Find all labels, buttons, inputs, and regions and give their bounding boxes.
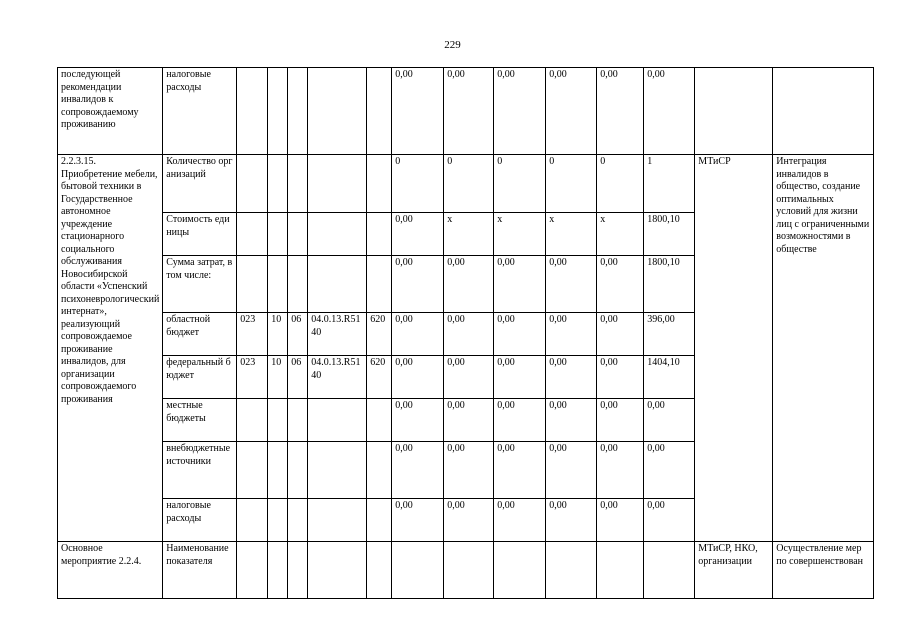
vr-cell: 620 xyxy=(367,356,392,399)
pr-cell xyxy=(288,399,308,442)
indicator-cell: Стоимость единицы xyxy=(163,213,237,256)
rz-cell xyxy=(268,399,288,442)
pr-cell xyxy=(288,213,308,256)
value-cell: 0,00 xyxy=(546,256,597,313)
budget-table xyxy=(57,67,874,599)
value-cell: 0,00 xyxy=(597,313,644,356)
csr-cell xyxy=(308,442,367,499)
grbs-cell xyxy=(237,399,268,442)
grbs-cell xyxy=(237,499,268,542)
grbs-cell xyxy=(237,442,268,499)
value-cell: 0,00 xyxy=(494,313,546,356)
indicator-cell: Наименование показателя xyxy=(163,542,237,599)
value-cell: 0,00 xyxy=(392,213,444,256)
value-cell: 0,00 xyxy=(546,442,597,499)
value-cell: 0,00 xyxy=(494,399,546,442)
value-cell: 0,00 xyxy=(546,499,597,542)
indicator-cell: налоговые расходы xyxy=(163,68,237,155)
grbs-cell xyxy=(237,256,268,313)
value-cell: 1404,10 xyxy=(644,356,695,399)
executor-cell: МТиСР xyxy=(695,155,773,542)
indicator-cell: местные бюджеты xyxy=(163,399,237,442)
value-cell: 0,00 xyxy=(546,399,597,442)
value-cell: 0,00 xyxy=(597,499,644,542)
value-cell xyxy=(494,542,546,599)
pr-cell: 06 xyxy=(288,356,308,399)
value-cell: 0,00 xyxy=(644,499,695,542)
value-cell: 0,00 xyxy=(644,442,695,499)
value-cell: 1800,10 xyxy=(644,213,695,256)
value-cell: 0,00 xyxy=(546,68,597,155)
csr-cell xyxy=(308,399,367,442)
vr-cell xyxy=(367,155,392,213)
rz-cell: 10 xyxy=(268,356,288,399)
grbs-cell xyxy=(237,68,268,155)
rz-cell xyxy=(268,155,288,213)
vr-cell xyxy=(367,499,392,542)
grbs-cell: 023 xyxy=(237,313,268,356)
value-cell xyxy=(597,542,644,599)
result-cell: Осуществление мер по совершенствован xyxy=(773,542,874,599)
csr-cell xyxy=(308,213,367,256)
value-cell: 0,00 xyxy=(644,399,695,442)
executor-cell xyxy=(695,68,773,155)
vr-cell xyxy=(367,399,392,442)
table-row xyxy=(58,68,874,155)
value-cell xyxy=(546,542,597,599)
csr-cell xyxy=(308,542,367,599)
value-cell: 0,00 xyxy=(392,499,444,542)
value-cell: х xyxy=(546,213,597,256)
result-cell: Интеграция инвалидов в общество, создание оптимальных условий для жизни лиц с ограниченными возможностями в обществе xyxy=(773,155,874,542)
value-cell: 0,00 xyxy=(392,399,444,442)
value-cell: 0,00 xyxy=(597,68,644,155)
page-number: 229 xyxy=(444,39,461,51)
value-cell: 0,00 xyxy=(597,442,644,499)
rz-cell: 10 xyxy=(268,313,288,356)
vr-cell xyxy=(367,213,392,256)
pr-cell xyxy=(288,155,308,213)
pr-cell xyxy=(288,442,308,499)
csr-cell xyxy=(308,155,367,213)
value-cell: 0 xyxy=(546,155,597,213)
indicator-cell: внебюджетные источники xyxy=(163,442,237,499)
value-cell: х xyxy=(597,213,644,256)
grbs-cell xyxy=(237,155,268,213)
value-cell: 0,00 xyxy=(444,68,494,155)
rz-cell xyxy=(268,499,288,542)
value-cell xyxy=(644,542,695,599)
value-cell: 0,00 xyxy=(392,68,444,155)
value-cell: 0,00 xyxy=(444,399,494,442)
vr-cell xyxy=(367,68,392,155)
value-cell: 0 xyxy=(494,155,546,213)
value-cell: 0,00 xyxy=(546,313,597,356)
value-cell: 0,00 xyxy=(494,256,546,313)
measure-name-cell: последующей рекомендации инвалидов к сопровождаемому проживанию xyxy=(58,68,163,155)
value-cell: 0,00 xyxy=(392,256,444,313)
value-cell: 0,00 xyxy=(644,68,695,155)
grbs-cell xyxy=(237,213,268,256)
csr-cell: 04.0.13.R5140 xyxy=(308,313,367,356)
value-cell: 0,00 xyxy=(392,442,444,499)
csr-cell xyxy=(308,256,367,313)
vr-cell xyxy=(367,256,392,313)
value-cell: 0,00 xyxy=(494,499,546,542)
value-cell: 0,00 xyxy=(444,256,494,313)
pr-cell: 06 xyxy=(288,313,308,356)
executor-cell: МТиСР, НКО, организации xyxy=(695,542,773,599)
rz-cell xyxy=(268,213,288,256)
value-cell xyxy=(444,542,494,599)
value-cell: 0,00 xyxy=(597,356,644,399)
value-cell: 0,00 xyxy=(494,442,546,499)
value-cell: 0 xyxy=(444,155,494,213)
csr-cell xyxy=(308,68,367,155)
measure-name-cell: Основное мероприятие 2.2.4. xyxy=(58,542,163,599)
indicator-cell: налоговые расходы xyxy=(163,499,237,542)
value-cell: 0,00 xyxy=(597,399,644,442)
indicator-cell: областной бюджет xyxy=(163,313,237,356)
value-cell: 0 xyxy=(392,155,444,213)
rz-cell xyxy=(268,442,288,499)
value-cell: 0,00 xyxy=(444,499,494,542)
table-row xyxy=(58,155,874,213)
value-cell: 0,00 xyxy=(546,356,597,399)
value-cell: 0,00 xyxy=(494,68,546,155)
rz-cell xyxy=(268,68,288,155)
value-cell: 0,00 xyxy=(444,356,494,399)
value-cell xyxy=(392,542,444,599)
value-cell: 0,00 xyxy=(597,256,644,313)
indicator-cell: Количество организаций xyxy=(163,155,237,213)
value-cell: 1800,10 xyxy=(644,256,695,313)
pr-cell xyxy=(288,68,308,155)
value-cell: 0,00 xyxy=(494,356,546,399)
rz-cell xyxy=(268,542,288,599)
vr-cell: 620 xyxy=(367,313,392,356)
csr-cell: 04.0.13.R5140 xyxy=(308,356,367,399)
pr-cell xyxy=(288,542,308,599)
pr-cell xyxy=(288,499,308,542)
pr-cell xyxy=(288,256,308,313)
measure-name-cell: 2.2.3.15. Приобретение мебели, бытовой техники в Государственное автономное учреждение стационарного социального обслуживания Новосибирской области «Успенский психоневрологический интернат», реализующий сопровождаемое проживание инвалидов, для организации сопровождаемого проживания xyxy=(58,155,163,542)
value-cell: 0,00 xyxy=(444,313,494,356)
value-cell: х xyxy=(494,213,546,256)
value-cell: 0 xyxy=(597,155,644,213)
indicator-cell: федеральный бюджет xyxy=(163,356,237,399)
value-cell: 1 xyxy=(644,155,695,213)
value-cell: 0,00 xyxy=(392,356,444,399)
result-cell xyxy=(773,68,874,155)
csr-cell xyxy=(308,499,367,542)
indicator-cell: Сумма затрат, в том числе: xyxy=(163,256,237,313)
value-cell: 396,00 xyxy=(644,313,695,356)
grbs-cell xyxy=(237,542,268,599)
grbs-cell: 023 xyxy=(237,356,268,399)
rz-cell xyxy=(268,256,288,313)
value-cell: х xyxy=(444,213,494,256)
value-cell: 0,00 xyxy=(392,313,444,356)
value-cell: 0,00 xyxy=(444,442,494,499)
vr-cell xyxy=(367,542,392,599)
table-row xyxy=(58,542,874,599)
vr-cell xyxy=(367,442,392,499)
